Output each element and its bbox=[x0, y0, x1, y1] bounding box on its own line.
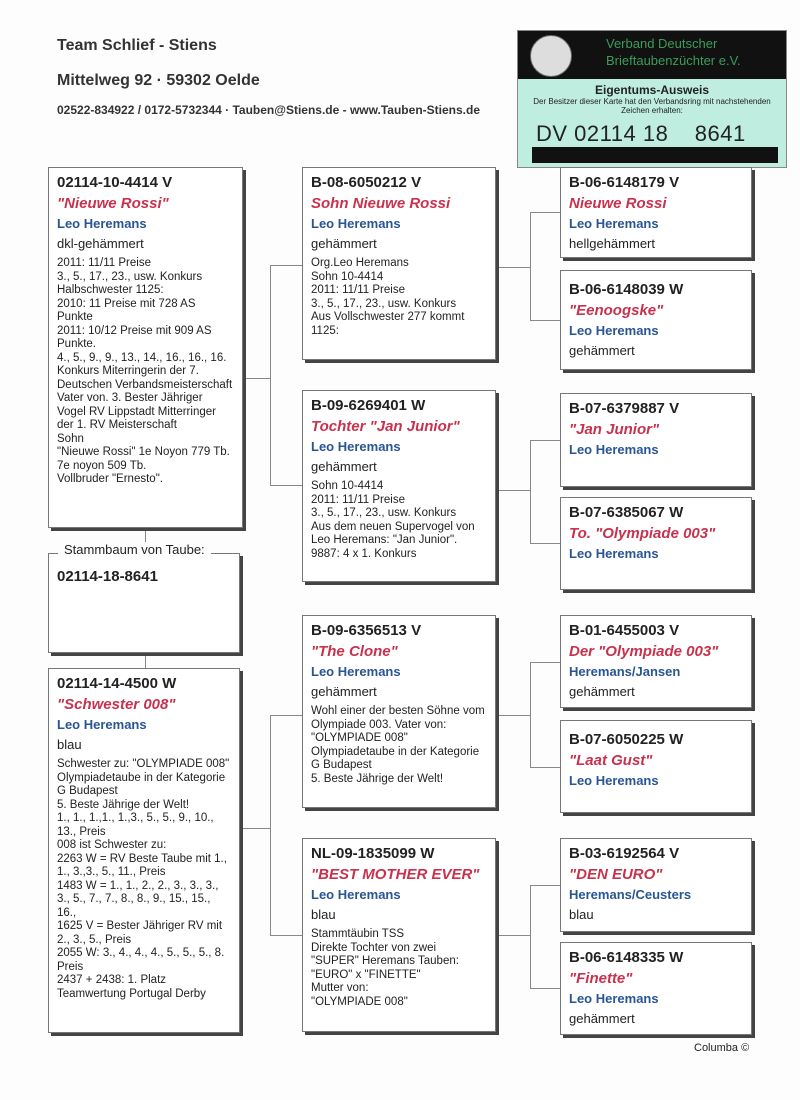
ring-number: B-06-6148335 W bbox=[569, 949, 684, 966]
contact: 02522-834922 / 0172-5732344 · Tauben@Stiens.de - www.Tauben-Stiens.de bbox=[57, 103, 480, 117]
bird-card-ggp-6 bbox=[560, 720, 752, 813]
bird-color: blau bbox=[569, 907, 594, 922]
ring-number: B-01-6455003 V bbox=[569, 622, 680, 639]
ownership-card bbox=[517, 30, 787, 168]
bird-card-ggp-4 bbox=[560, 497, 752, 590]
ring-number: B-08-6050212 V bbox=[311, 174, 422, 191]
connector bbox=[496, 267, 530, 268]
bird-name: "BEST MOTHER EVER" bbox=[311, 866, 480, 883]
bird-card-dam bbox=[48, 668, 240, 1033]
connector bbox=[530, 320, 560, 321]
bird-color: dkl-gehämmert bbox=[57, 236, 144, 251]
connector bbox=[530, 988, 560, 989]
bird-name: "The Clone" bbox=[311, 643, 398, 660]
bird-name: "Laat Gust" bbox=[569, 752, 653, 769]
breeder: Leo Heremans bbox=[569, 546, 659, 561]
connector bbox=[530, 885, 531, 988]
bird-color: gehämmert bbox=[569, 684, 635, 699]
bird-notes: Org.Leo Heremans Sohn 10-4414 2011: 11/11 Preise 3., 5., 17., 23., usw. Konkurs Aus Vollschwester 277 kommt 1125: bbox=[311, 257, 465, 337]
bird-card-ggp-7 bbox=[560, 838, 752, 932]
ring-number: B-09-6356513 V bbox=[311, 622, 422, 639]
connector bbox=[530, 662, 560, 663]
team-name: Team Schlief - Stiens bbox=[57, 37, 217, 54]
bird-name: Tochter "Jan Junior" bbox=[311, 418, 460, 435]
bird-notes: Schwester zu: "OLYMPIADE 008" Olympiadetaube in der Kategorie G Budapest 5. Beste Jährige der Welt! 1., 1., 1.,1., 1.,3., 5., 5., 9., 10., 13., Preis 008 ist Schwester zu: 2263 W = RV Beste Taube mit 1., 1., 3.,3., 5., 11., Preis 1483 W = 1., 1., 2., 2., 3., 3., 3., 3., 5., 7., 7., 8., 8., 9., 15., 15., 16., 1625 V = Bester Jähriger RV mit 2., 3., 5., Preis 2055 W: 3., 4., 4., 4., 5., 5., 5., 8. Preis 2437 + 2438: 1. Platz Teamwertung Portugal Derby bbox=[57, 758, 230, 1000]
bird-color: gehämmert bbox=[569, 1011, 635, 1026]
connector bbox=[270, 265, 302, 266]
bird-color: hellgehämmert bbox=[569, 236, 655, 251]
bird-color: blau bbox=[311, 907, 336, 922]
breeder: Leo Heremans bbox=[569, 773, 659, 788]
address: Mittelweg 92 · 59302 Oelde bbox=[57, 72, 260, 89]
ring-number: 02114-10-4414 V bbox=[57, 174, 173, 191]
bird-name: Sohn Nieuwe Rossi bbox=[311, 195, 451, 212]
breeder: Leo Heremans bbox=[311, 439, 401, 454]
org-line2: Brieftaubenzüchter e.V. bbox=[606, 53, 741, 68]
connector bbox=[270, 715, 271, 935]
connector bbox=[270, 715, 302, 716]
bird-card-ggp-2 bbox=[560, 270, 752, 370]
ring-number: B-07-6385067 W bbox=[569, 504, 684, 521]
bird-color: blau bbox=[57, 737, 82, 752]
org-line1: Verband Deutscher bbox=[606, 36, 718, 51]
bird-card-grandsire-1 bbox=[302, 167, 496, 360]
bird-card-grandsire-2 bbox=[302, 615, 496, 808]
bird-color: gehämmert bbox=[569, 343, 635, 358]
bird-name: Nieuwe Rossi bbox=[569, 195, 667, 212]
card-ring: DV 02114 18 8641 bbox=[536, 121, 746, 146]
connector bbox=[530, 767, 560, 768]
breeder: Leo Heremans bbox=[311, 664, 401, 679]
breeder: Leo Heremans bbox=[569, 442, 659, 457]
bird-name: "Jan Junior" bbox=[569, 421, 660, 438]
bird-notes: Wohl einer der besten Söhne vom Olympiade 003. Vater von: "OLYMPIADE 008" Olympiadetaube in der Kategorie G Budapest 5. Beste Jährige der Welt! bbox=[311, 705, 485, 785]
bird-color: gehämmert bbox=[311, 236, 377, 251]
connector bbox=[530, 662, 531, 767]
connector bbox=[240, 828, 271, 829]
connector bbox=[270, 485, 302, 486]
subject-ring: 02114-18-8641 bbox=[57, 568, 158, 585]
ring-number: B-09-6269401 W bbox=[311, 397, 426, 414]
bird-color: gehämmert bbox=[311, 684, 377, 699]
bird-name: "Nieuwe Rossi" bbox=[57, 195, 169, 212]
breeder: Heremans/Jansen bbox=[569, 664, 681, 679]
breeder: Leo Heremans bbox=[569, 991, 659, 1006]
connector bbox=[145, 653, 146, 668]
breeder: Leo Heremans bbox=[311, 887, 401, 902]
connector bbox=[530, 885, 560, 886]
bird-name: "Eenoogske" bbox=[569, 302, 664, 319]
ring-number: B-03-6192564 V bbox=[569, 845, 680, 862]
connector bbox=[530, 440, 560, 441]
bird-notes: Sohn 10-4414 2011: 11/11 Preise 3., 5., 17., 23., usw. Konkurs Aus dem neuen Supervogel von Leo Heremans: "Jan Junior". 9887: 4 x 1. Konkurs bbox=[311, 480, 475, 560]
bird-card-ggp-3 bbox=[560, 393, 752, 487]
bird-name: "DEN EURO" bbox=[569, 866, 663, 883]
breeder: Heremans/Ceusters bbox=[569, 887, 692, 902]
breeder: Leo Heremans bbox=[57, 717, 147, 732]
connector bbox=[530, 212, 531, 320]
ring-number: B-07-6050225 W bbox=[569, 731, 684, 748]
bird-card-ggp-1 bbox=[560, 167, 752, 258]
connector bbox=[496, 490, 530, 491]
ring-number: B-06-6148179 V bbox=[569, 174, 680, 191]
card-pattern-bar bbox=[532, 147, 778, 163]
bird-card-granddam-1 bbox=[302, 390, 496, 582]
connector bbox=[270, 935, 302, 936]
card-title: Eigentums-Ausweis bbox=[594, 83, 710, 97]
card-text: Der Besitzer dieser Karte hat den Verbandsring mit nachstehenden Zeichen erhalten: bbox=[533, 97, 771, 115]
connector bbox=[496, 935, 530, 936]
bird-name: "Finette" bbox=[569, 970, 633, 987]
subject-box bbox=[48, 553, 240, 653]
bird-name: To. "Olympiade 003" bbox=[569, 525, 716, 542]
subject-label: Stammbaum von Taube: bbox=[58, 542, 211, 557]
bird-card-ggp-8 bbox=[560, 942, 752, 1035]
breeder: Leo Heremans bbox=[57, 216, 147, 231]
breeder: Leo Heremans bbox=[569, 323, 659, 338]
bird-notes: 2011: 11/11 Preise 3., 5., 17., 23., usw. Konkurs Halbschwester 1125: 2010: 11 Preise mit 728 AS Punkte 2011: 10/12 Preise mit 909 AS Punkte. 4., 5., 9., 9., 13., 14., 16., 16., 16. Konkurs Miterringerin der 7. Deutschen Verbandsmeisterschaft Vater von. 3. Bester Jähriger Vogel RV Lippstadt Mitterringer der 1. RV Meisterschaft Sohn "Nieuwe Rossi" 1e Noyon 779 Tb. 7e noyon 509 Tb. Vollbruder "Ernesto". bbox=[57, 257, 233, 485]
bird-card-ggp-5 bbox=[560, 615, 752, 708]
ring-number: NL-09-1835099 W bbox=[311, 845, 435, 862]
pigeon-logo-icon bbox=[530, 35, 572, 77]
connector bbox=[496, 715, 530, 716]
connector bbox=[270, 265, 271, 485]
breeder: Leo Heremans bbox=[311, 216, 401, 231]
bird-color: gehämmert bbox=[311, 459, 377, 474]
connector bbox=[530, 440, 531, 543]
bird-name: Der "Olympiade 003" bbox=[569, 643, 719, 660]
bird-name: "Schwester 008" bbox=[57, 696, 176, 713]
bird-card-granddam-2 bbox=[302, 838, 496, 1032]
bird-card-sire bbox=[48, 167, 243, 528]
connector bbox=[530, 212, 560, 213]
bird-notes: Stammtäubin TSS Direkte Tochter von zwei "SUPER" Heremans Tauben: "EURO" x "FINETTE" Mutter von: "OLYMPIADE 008" bbox=[311, 928, 459, 1008]
breeder: Leo Heremans bbox=[569, 216, 659, 231]
ring-number: B-06-6148039 W bbox=[569, 281, 684, 298]
connector bbox=[530, 543, 560, 544]
ring-number: 02114-14-4500 W bbox=[57, 675, 177, 692]
footer-credit: Columba © bbox=[694, 1042, 750, 1054]
ring-number: B-07-6379887 V bbox=[569, 400, 680, 417]
connector bbox=[243, 378, 271, 379]
